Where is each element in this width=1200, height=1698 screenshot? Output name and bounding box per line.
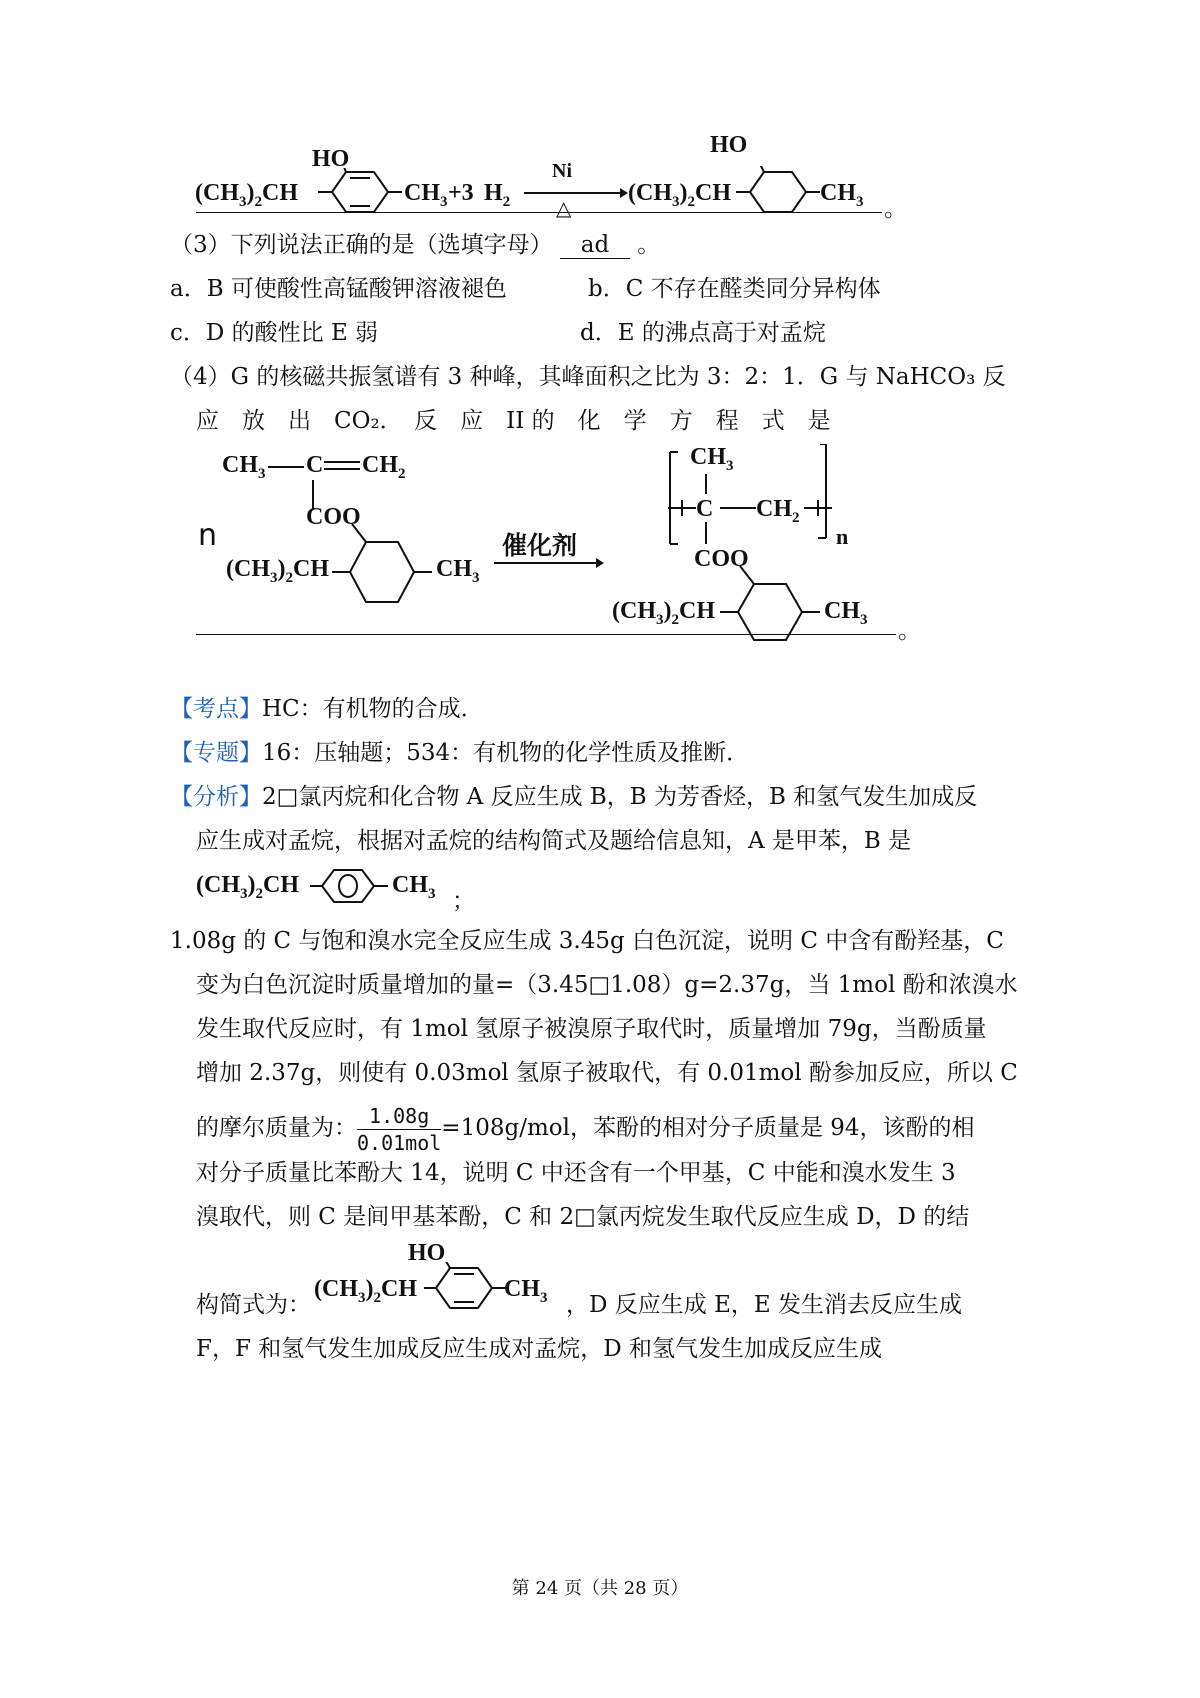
isopropyl-label-left: $(CH_3)_2CH$	[195, 180, 298, 210]
methyl-label-left: $CH_3$	[404, 180, 448, 210]
period-1: 。	[884, 196, 907, 222]
answer-underline-1	[196, 212, 882, 213]
reaction-arrow-icon	[524, 186, 628, 200]
option-d: d．E 的沸点高于对孟烷	[580, 320, 826, 346]
polymer-methyl: $CH_3$	[824, 598, 868, 628]
polymer-c: C	[696, 496, 714, 522]
polymer-cyclohexane-ring-icon	[720, 562, 830, 652]
page-footer: 第 24 页（共 28 页）	[511, 1578, 689, 1599]
struct-pre: 构简式为：	[196, 1292, 311, 1318]
para-line-3: 发生取代反应时，有 1mol 氢原子被溴原子取代时，质量增加 79g，当酚质量	[196, 1016, 987, 1042]
monomer-cyclohexane-ring-icon	[332, 520, 442, 610]
para-line-4: 增加 2.37g，则使有 0.03mol 氢原子被取代，有 0.01mol 酚参加反应，所以 C	[196, 1060, 1018, 1086]
question-3-answer: ad	[560, 232, 630, 259]
hydroxyl-label: HO	[312, 146, 350, 172]
d-isopropyl: $(CH_3)_2CH$	[314, 1276, 417, 1306]
fraction-numerator: 1.08g	[357, 1103, 441, 1130]
b-end: ；	[452, 888, 475, 914]
para-line-1: 1.08g 的 C 与饱和溴水完全反应生成 3.45g 白色沉淀，说明 C 中含有酚羟基，C	[170, 928, 1004, 954]
molar-mass-fraction	[357, 1103, 441, 1156]
b-isopropyl: $(CH_3)_2CH$	[196, 872, 299, 902]
polymer-ch2: $CH_2$	[756, 496, 800, 526]
question-3-stem	[170, 228, 660, 262]
reaction-arrow-2-icon	[494, 556, 606, 570]
heat-symbol: △	[556, 196, 572, 220]
isopropyl-label-right: $(CH_3)_2CH$	[628, 180, 731, 210]
d-hydroxyl: HO	[408, 1240, 446, 1266]
struct-post: ，D 反应生成 E，E 发生消去反应生成	[566, 1292, 962, 1318]
option-a: a．B 可使酸性高锰酸钾溶液褪色	[170, 276, 507, 302]
para-last-line: F，F 和氢气发生加成反应生成对孟烷，D 和氢气发生加成反应生成	[196, 1336, 882, 1362]
d-methyl: $CH_3$	[504, 1276, 548, 1306]
kaodian-line	[170, 692, 484, 726]
monomer-ch3: $CH_3$	[222, 452, 266, 482]
monomer-methyl: $CH_3$	[436, 556, 480, 586]
b-methyl: $CH_3$	[392, 872, 436, 902]
molar-mass-pre: 的摩尔质量为：	[196, 1115, 357, 1141]
question-4-line-1: （4）G 的核磁共振氢谱有 3 种峰，其峰面积之比为 3：2：1．G 与 NaHCO₃ 反	[170, 364, 1006, 390]
period-2: 。	[898, 618, 921, 644]
monomer-isopropyl: $(CH_3)_2CH$	[226, 556, 329, 586]
polymer-ch3: $CH_3$	[690, 444, 734, 474]
hydrogen-label: $H_2$	[484, 180, 511, 210]
fenxi-line-1	[170, 780, 977, 814]
monomer-ch2: $CH_2$	[362, 452, 406, 482]
monomer-c: C	[306, 452, 324, 478]
methyl-label-right: $CH_3$	[820, 180, 864, 210]
para-line-7: 溴取代，则 C 是间甲基苯酚，C 和 2□氯丙烷发生取代反应生成 D，D 的结	[196, 1204, 970, 1230]
fenxi-line-2: 应生成对孟烷，根据对孟烷的结构简式及题给信息知，A 是甲苯，B 是	[196, 828, 912, 854]
single-bond-icon	[268, 462, 308, 472]
molar-mass-line	[196, 1098, 975, 1158]
para-line-6: 对分子质量比苯酚大 14，说明 C 中还含有一个甲基，C 中能和溴水发生 3	[196, 1160, 956, 1186]
monomer-coo: COO	[306, 504, 361, 530]
stoichiometric-n: n	[198, 518, 218, 553]
coefficient: +3	[448, 180, 474, 206]
option-c: c．D 的酸性比 E 弱	[170, 320, 379, 346]
benzene-ring-icon	[318, 168, 418, 228]
molar-mass-post: =108g/mol，苯酚的相对分子质量是 94，该酚的相	[441, 1115, 975, 1141]
para-line-2: 变为白色沉淀时质量增加的量=（3.45□1.08）g=2.37g，当 1mol 酚和浓溴水	[196, 972, 1018, 998]
kaodian-tag: 【考点】	[170, 696, 262, 722]
zhuanti-tag: 【专题】	[170, 740, 262, 766]
polymer-coo: COO	[694, 546, 749, 572]
polymer-n: n	[836, 524, 849, 549]
zhuanti-text: 16：压轴题；534：有机物的化学性质及推断．	[262, 740, 750, 766]
answer-underline-2	[196, 634, 896, 635]
hydroxyl-label-right: HO	[710, 132, 748, 158]
catalyst-ni: Ni	[552, 160, 572, 182]
fenxi-tag: 【分析】	[170, 784, 262, 810]
catalyst-label: 催化剂	[502, 531, 578, 560]
question-3-end: 。	[637, 232, 661, 258]
b-benzene-ring-icon	[310, 866, 400, 916]
question-3-text: （3）下列说法正确的是（选填字母）	[170, 232, 553, 258]
double-bond-icon	[324, 458, 364, 474]
question-4-line-2: 应 放 出 CO₂． 反 应 II 的 化 学 方 程 式 是	[196, 408, 831, 434]
fenxi-text-1: 2□氯丙烷和化合物 A 反应生成 B，B 为芳香烃，B 和氢气发生加成反	[262, 784, 978, 810]
polymer-isopropyl: $(CH_3)_2CH$	[612, 598, 715, 628]
option-b: b．C 不存在醛类同分异构体	[588, 276, 881, 302]
kaodian-text: HC：有机物的合成．	[262, 696, 484, 722]
fraction-denominator: 0.01mol	[357, 1130, 442, 1155]
zhuanti-line	[170, 736, 749, 770]
